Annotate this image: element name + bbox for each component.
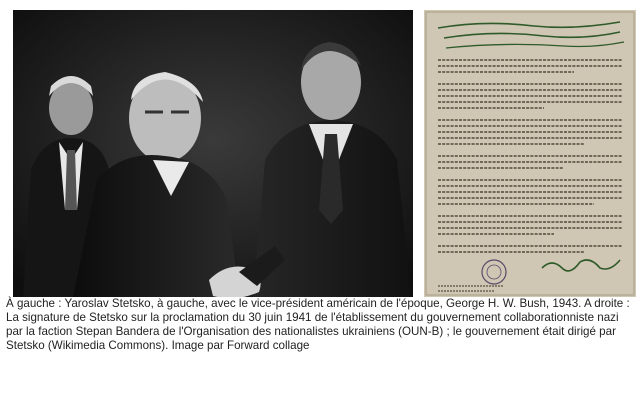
proclamation-document <box>424 10 636 297</box>
top-cropped-text-strip <box>0 0 640 10</box>
historical-photograph <box>13 10 413 297</box>
document-illustration <box>424 10 636 297</box>
figure-caption: À gauche : Yaroslav Stetsko, à gauche, avec le vice-président américain de l'époque, George H. W. Bush, 1943. A droite : La signature de Stetsko sur la proclamation du 30 juin 1941 de l'établissement du gouvernement collaborationniste nazi par la faction Stepan Bandera de l'Organisation des nationalistes ukrainiens (OUN-B) ; le gouvernement était dirigé par Stetsko (Wikimedia Commons). Image par Forward collage <box>6 297 630 352</box>
photograph-illustration <box>13 10 413 297</box>
